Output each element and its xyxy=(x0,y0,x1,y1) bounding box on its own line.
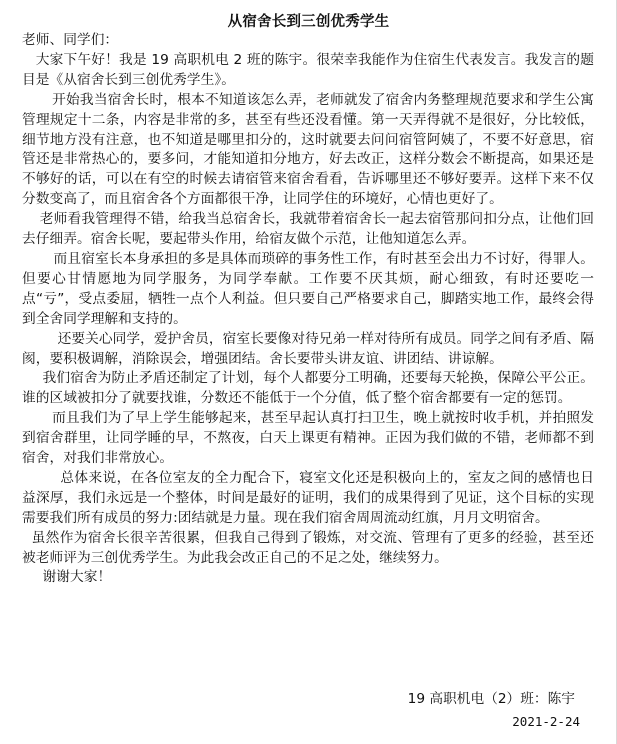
date: 2021-2-24 xyxy=(512,714,580,729)
signature: 19 高职机电（2）班：陈宇 xyxy=(407,691,575,707)
greeting: 老师、同学们： xyxy=(22,32,119,48)
paragraph-responsibility: 而且宿室长本身承担的多是具体而琐碎的事务性工作，有时甚至会出力不讨好，得罪人。但要心甘情愿地为同学服务，为同学奉献。工作要不厌其烦，耐心细致，有时还要吃一点“亏”，受点委屈，牺牲一点个人利益。但只要自己严格要求自己，脚踏实地工作，最终会得到全舍同学理解和支持的。 xyxy=(22,250,594,327)
paragraph-plan: 我们宿舍为防止矛盾还制定了计划，每个人都要分工明确，还要每天轮换，保障公平公正。谁的区域被扣分了就要找谁，分数还不能低于一个分值，低了整个宿舍都要有一定的惩罚。 xyxy=(22,370,594,407)
closing-thanks: 谢谢大家！ xyxy=(42,569,112,586)
paragraph-head-dorm-leader: 老师看我管理得不错，给我当总宿舍长，我就带着宿舍长一起去宿管那问扣分点，让他们回去仔细弄。宿舍长呢，要起带头作用，给宿友做个示范，让他知道怎么弄。 xyxy=(22,211,594,248)
document-body xyxy=(22,31,594,588)
paragraph-intro: 大家下午好！我是 19 高职机电 2 班的陈宇。很荣幸我能作为住宿生代表发言。我发言的题目是《从宿舍长到三创优秀学生》。 xyxy=(22,51,594,88)
paragraph-conclusion: 虽然作为宿舍长很辛苦很累，但我自己得到了锻炼，对交流、管理有了更多的经验，甚至还被老师评为三创优秀学生。为此我会改正自己的不足之处，继续努力。 xyxy=(22,529,594,566)
paragraph-care: 还要关心同学，爱护舍员，宿室长要像对待兄弟一样对待所有成员。同学之间有矛盾、隔阂，要积极调解，消除误会，增强团结。舍长要带头讲友谊、讲团结、讲谅解。 xyxy=(22,330,594,367)
paragraph-beginning: 开始我当宿舍长时，根本不知道该怎么弄，老师就发了宿舍内务整理规范要求和学生公寓管理规定十二条，内容是非常的多，甚至有些还没看懂。第一天弄得就不是很好，分比较低，细节地方没有注意，也不知道是哪里扣分的，这时就要去问问宿管阿姨了，不要不好意思，宿管还是非常热心的，要多问，才能知道扣分地方，好去改正，这样分数会不断提高，如果还是不够好的话，可以在有空的时候去请宿管来宿舍看看，告诉哪里还不够好要弄。这样下来不仅分数变高了，而且宿舍各个方面都很干净，让同学住的环境好，心情也更好了。 xyxy=(22,91,594,208)
document-title: 从宿舍长到三创优秀学生 xyxy=(227,14,390,30)
paragraph-routine: 而且我们为了早上学生能够起来，甚至早起认真打扫卫生，晚上就按时收手机，并拍照发到宿舍群里，让同学睡的早，不熬夜，白天上课更有精神。正因为我们做的不错，老师都不到宿舍，对我们非常放心。 xyxy=(22,410,594,467)
paragraph-summary: 总体来说，在各位室友的全力配合下，寝室文化还是积极向上的，室友之间的感情也日益深厚，我们永远是一个整体，时间是最好的证明，我们的成果得到了见证，这个目标的实现需要我们所有成员的努力:团结就是力量。现在我们宿舍周周流动红旗，月月文明宿舍。 xyxy=(22,469,594,526)
